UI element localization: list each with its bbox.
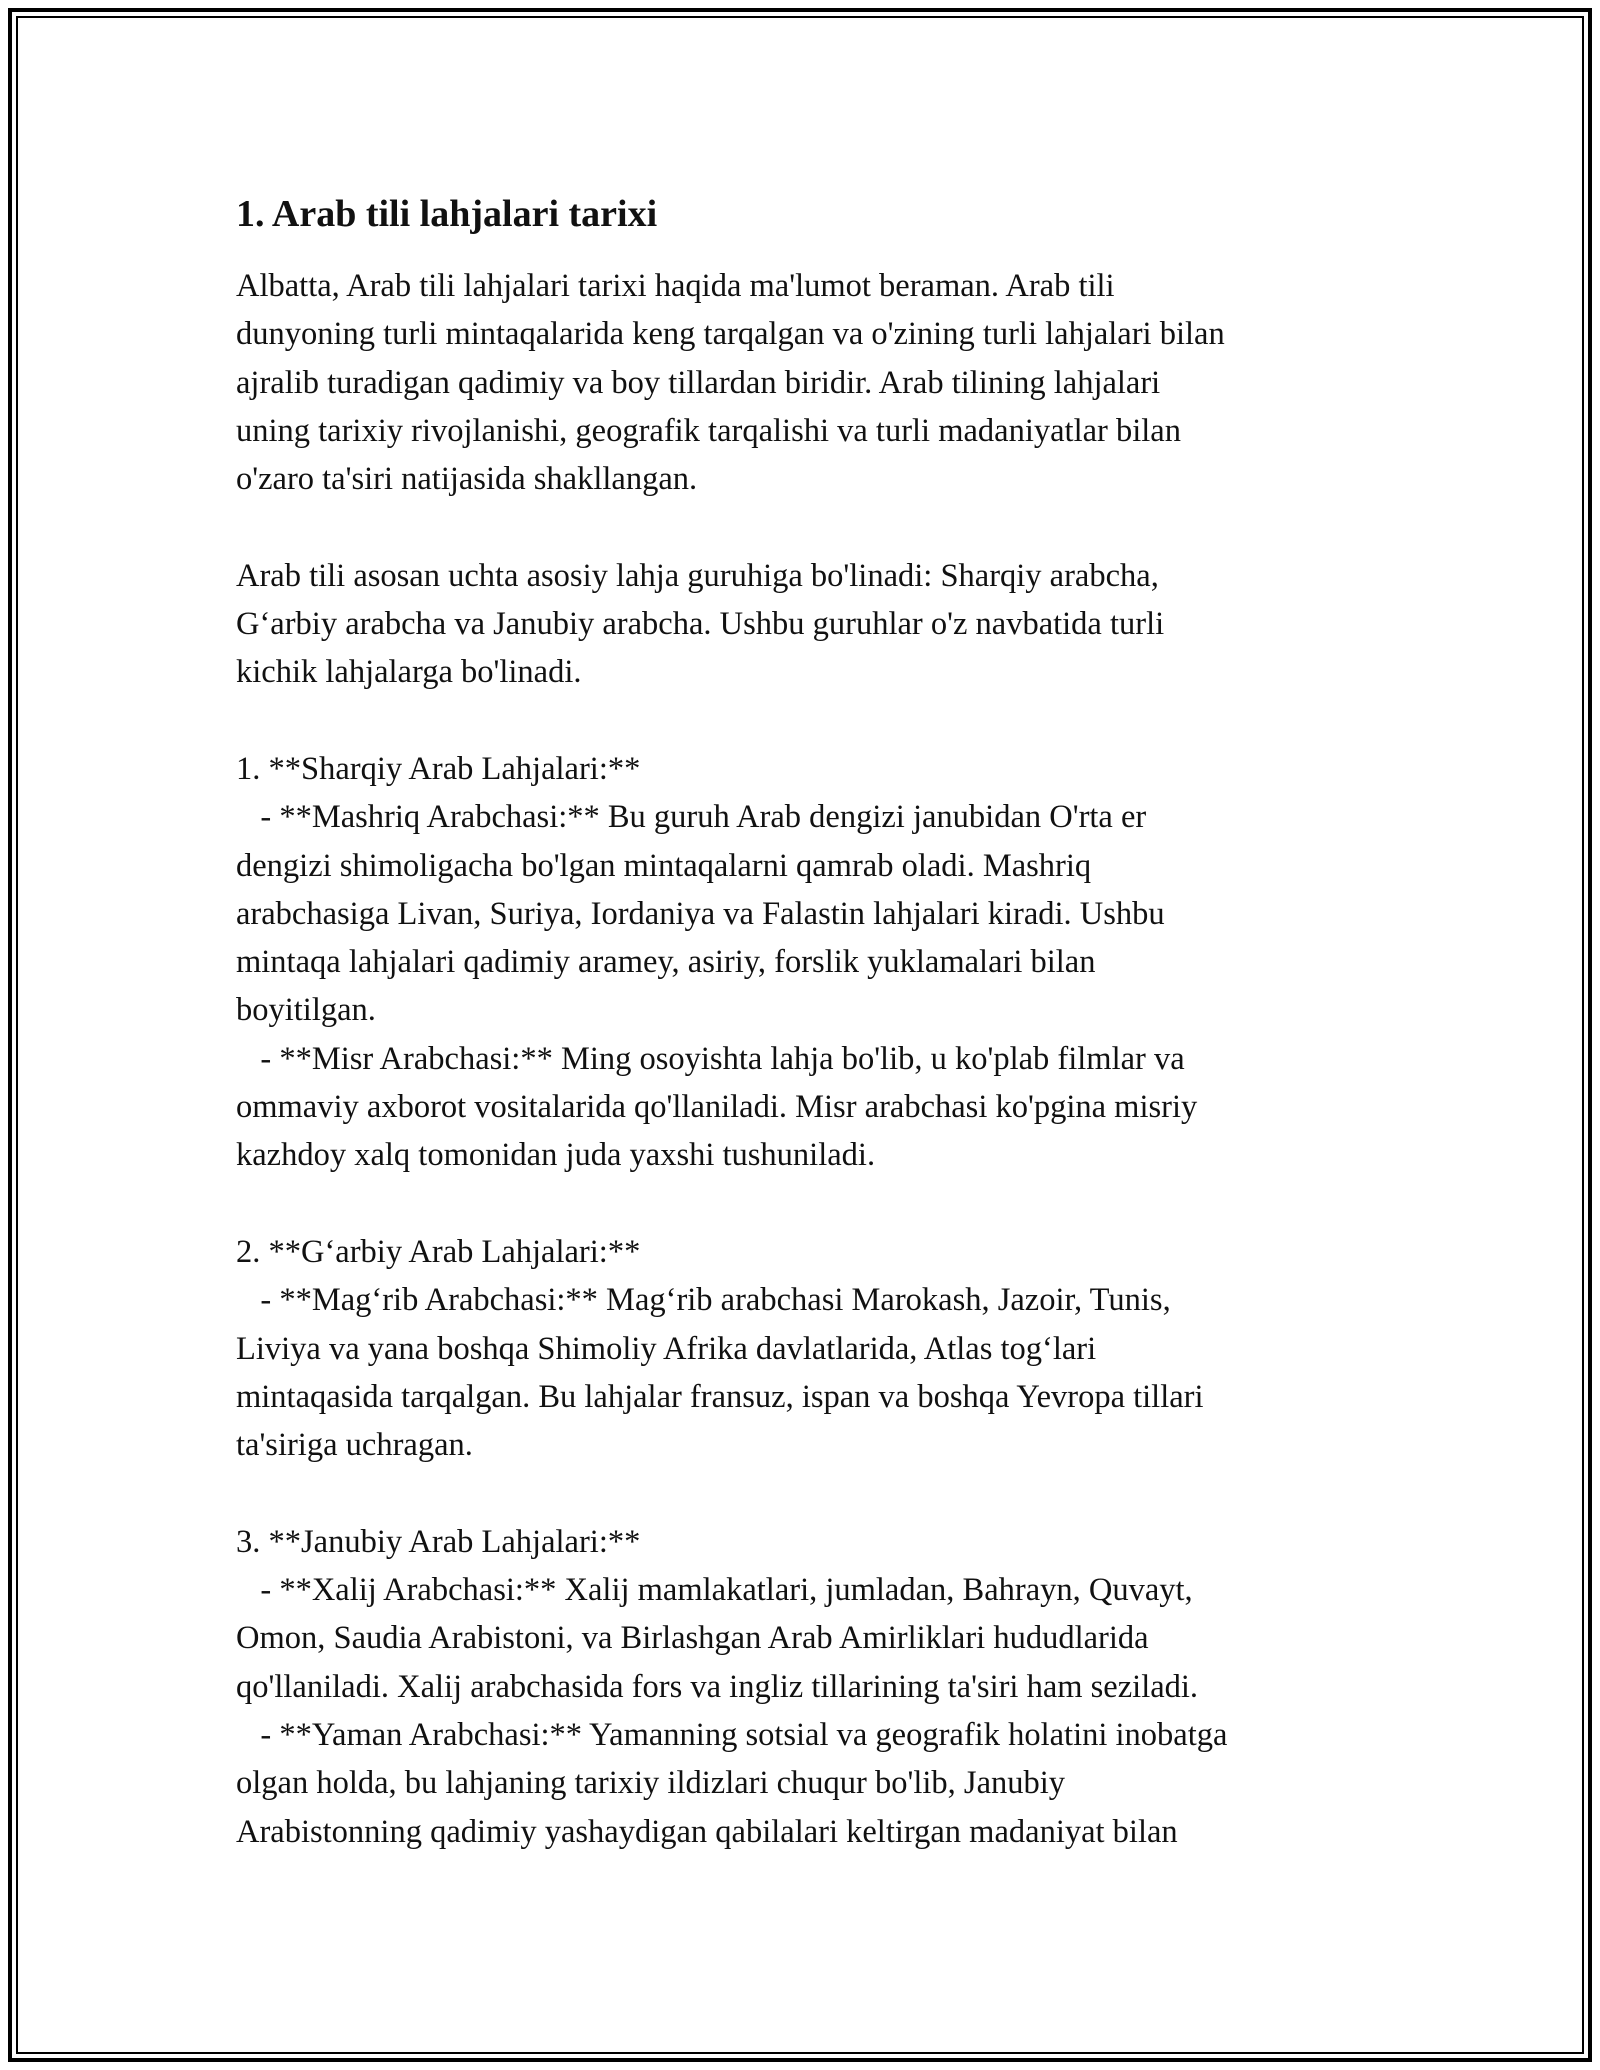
text-line: 2. **G‘arbiy Arab Lahjalari:**	[236, 1233, 641, 1270]
text-line: qo'llaniladi. Xalij arabchasida fors va ingliz tillarining ta'siri ham seziladi.	[236, 1668, 1199, 1705]
text-line: Albatta, Arab tili lahjalari tarixi haqida ma'lumot beraman. Arab tili	[236, 268, 1115, 304]
text-line: kazhdoy xalq tomonidan juda yaxshi tushuniladi.	[236, 1137, 876, 1174]
text-line: - **Mag‘rib Arabchasi:** Mag‘rib arabchasi Marokash, Jazoir, Tunis,	[236, 1282, 1171, 1319]
text-line: ajralib turadigan qadimiy va boy tillardan biridir. Arab tilining lahjalari	[236, 364, 1161, 401]
text-line: Liviya va yana boshqa Shimoliy Afrika davlatlarida, Atlas tog‘lari	[236, 1330, 1097, 1367]
text-line: Arab tili asosan uchta asosiy lahja guruhiga bo'linadi: Sharqiy arabcha,	[236, 557, 1159, 594]
text-line: kichik lahjalarga bo'linadi.	[236, 654, 582, 691]
text-line: o'zaro ta'siri natijasida shakllangan.	[236, 461, 698, 498]
text-line: 1. **Sharqiy Arab Lahjalari:**	[236, 750, 641, 787]
text-line: Omon, Saudia Arabistoni, va Birlashgan Arab Amirliklari hududlarida	[236, 1620, 1149, 1657]
text-line: mintaqa lahjalari qadimiy aramey, asiriy, forslik yuklamalari bilan	[236, 944, 1096, 981]
text-line: ta'siriga uchragan.	[236, 1427, 473, 1464]
page-title: 1. Arab tili lahjalari tarixi	[236, 193, 658, 235]
text-line: olgan holda, bu lahjaning tarixiy ildizlari chuqur bo'lib, Janubiy	[236, 1765, 1066, 1802]
text-line: - **Misr Arabchasi:** Ming osoyishta lahja bo'lib, u ko'plab filmlar va	[236, 1040, 1185, 1077]
text-line: uning tarixiy rivojlanishi, geografik tarqalishi va turli madaniyatlar bilan	[236, 412, 1181, 449]
text-line: - **Mashriq Arabchasi:** Bu guruh Arab dengizi janubidan O'rta er	[236, 799, 1147, 836]
document-text	[236, 262, 1376, 1856]
document-body	[236, 190, 1376, 1856]
text-line: 3. **Janubiy Arab Lahjalari:**	[236, 1523, 641, 1560]
text-line: arabchasiga Livan, Suriya, Iordaniya va Falastin lahjalari kiradi. Ushbu	[236, 895, 1165, 932]
text-line	[236, 1469, 1376, 1517]
text-line: mintaqasida tarqalgan. Bu lahjalar fransuz, ispan va boshqa Yevropa tillari	[236, 1378, 1204, 1415]
text-line	[236, 697, 1376, 745]
text-line: Arabistonning qadimiy yashaydigan qabilalari keltirgan madaniyat bilan	[236, 1813, 1178, 1850]
text-line: - **Yaman Arabchasi:** Yamanning sotsial va geografik holatini inobatga	[236, 1716, 1228, 1753]
text-line: boyitilgan.	[236, 992, 376, 1029]
text-line: ommaviy axborot vositalarida qo'llaniladi. Misr arabchasi ko'pgina misriy	[236, 1089, 1198, 1126]
text-line	[236, 1180, 1376, 1228]
text-line: dengizi shimoligacha bo'lgan mintaqalarni qamrab oladi. Mashriq	[236, 847, 1092, 884]
text-line: dunyoning turli mintaqalarida keng tarqalgan va o'zining turli lahjalari bilan	[236, 316, 1225, 353]
text-line: G‘arbiy arabcha va Janubiy arabcha. Ushbu guruhlar o'z navbatida turli	[236, 606, 1165, 643]
text-line: - **Xalij Arabchasi:** Xalij mamlakatlari, jumladan, Bahrayn, Quvayt,	[236, 1572, 1193, 1609]
text-line	[236, 503, 1376, 551]
